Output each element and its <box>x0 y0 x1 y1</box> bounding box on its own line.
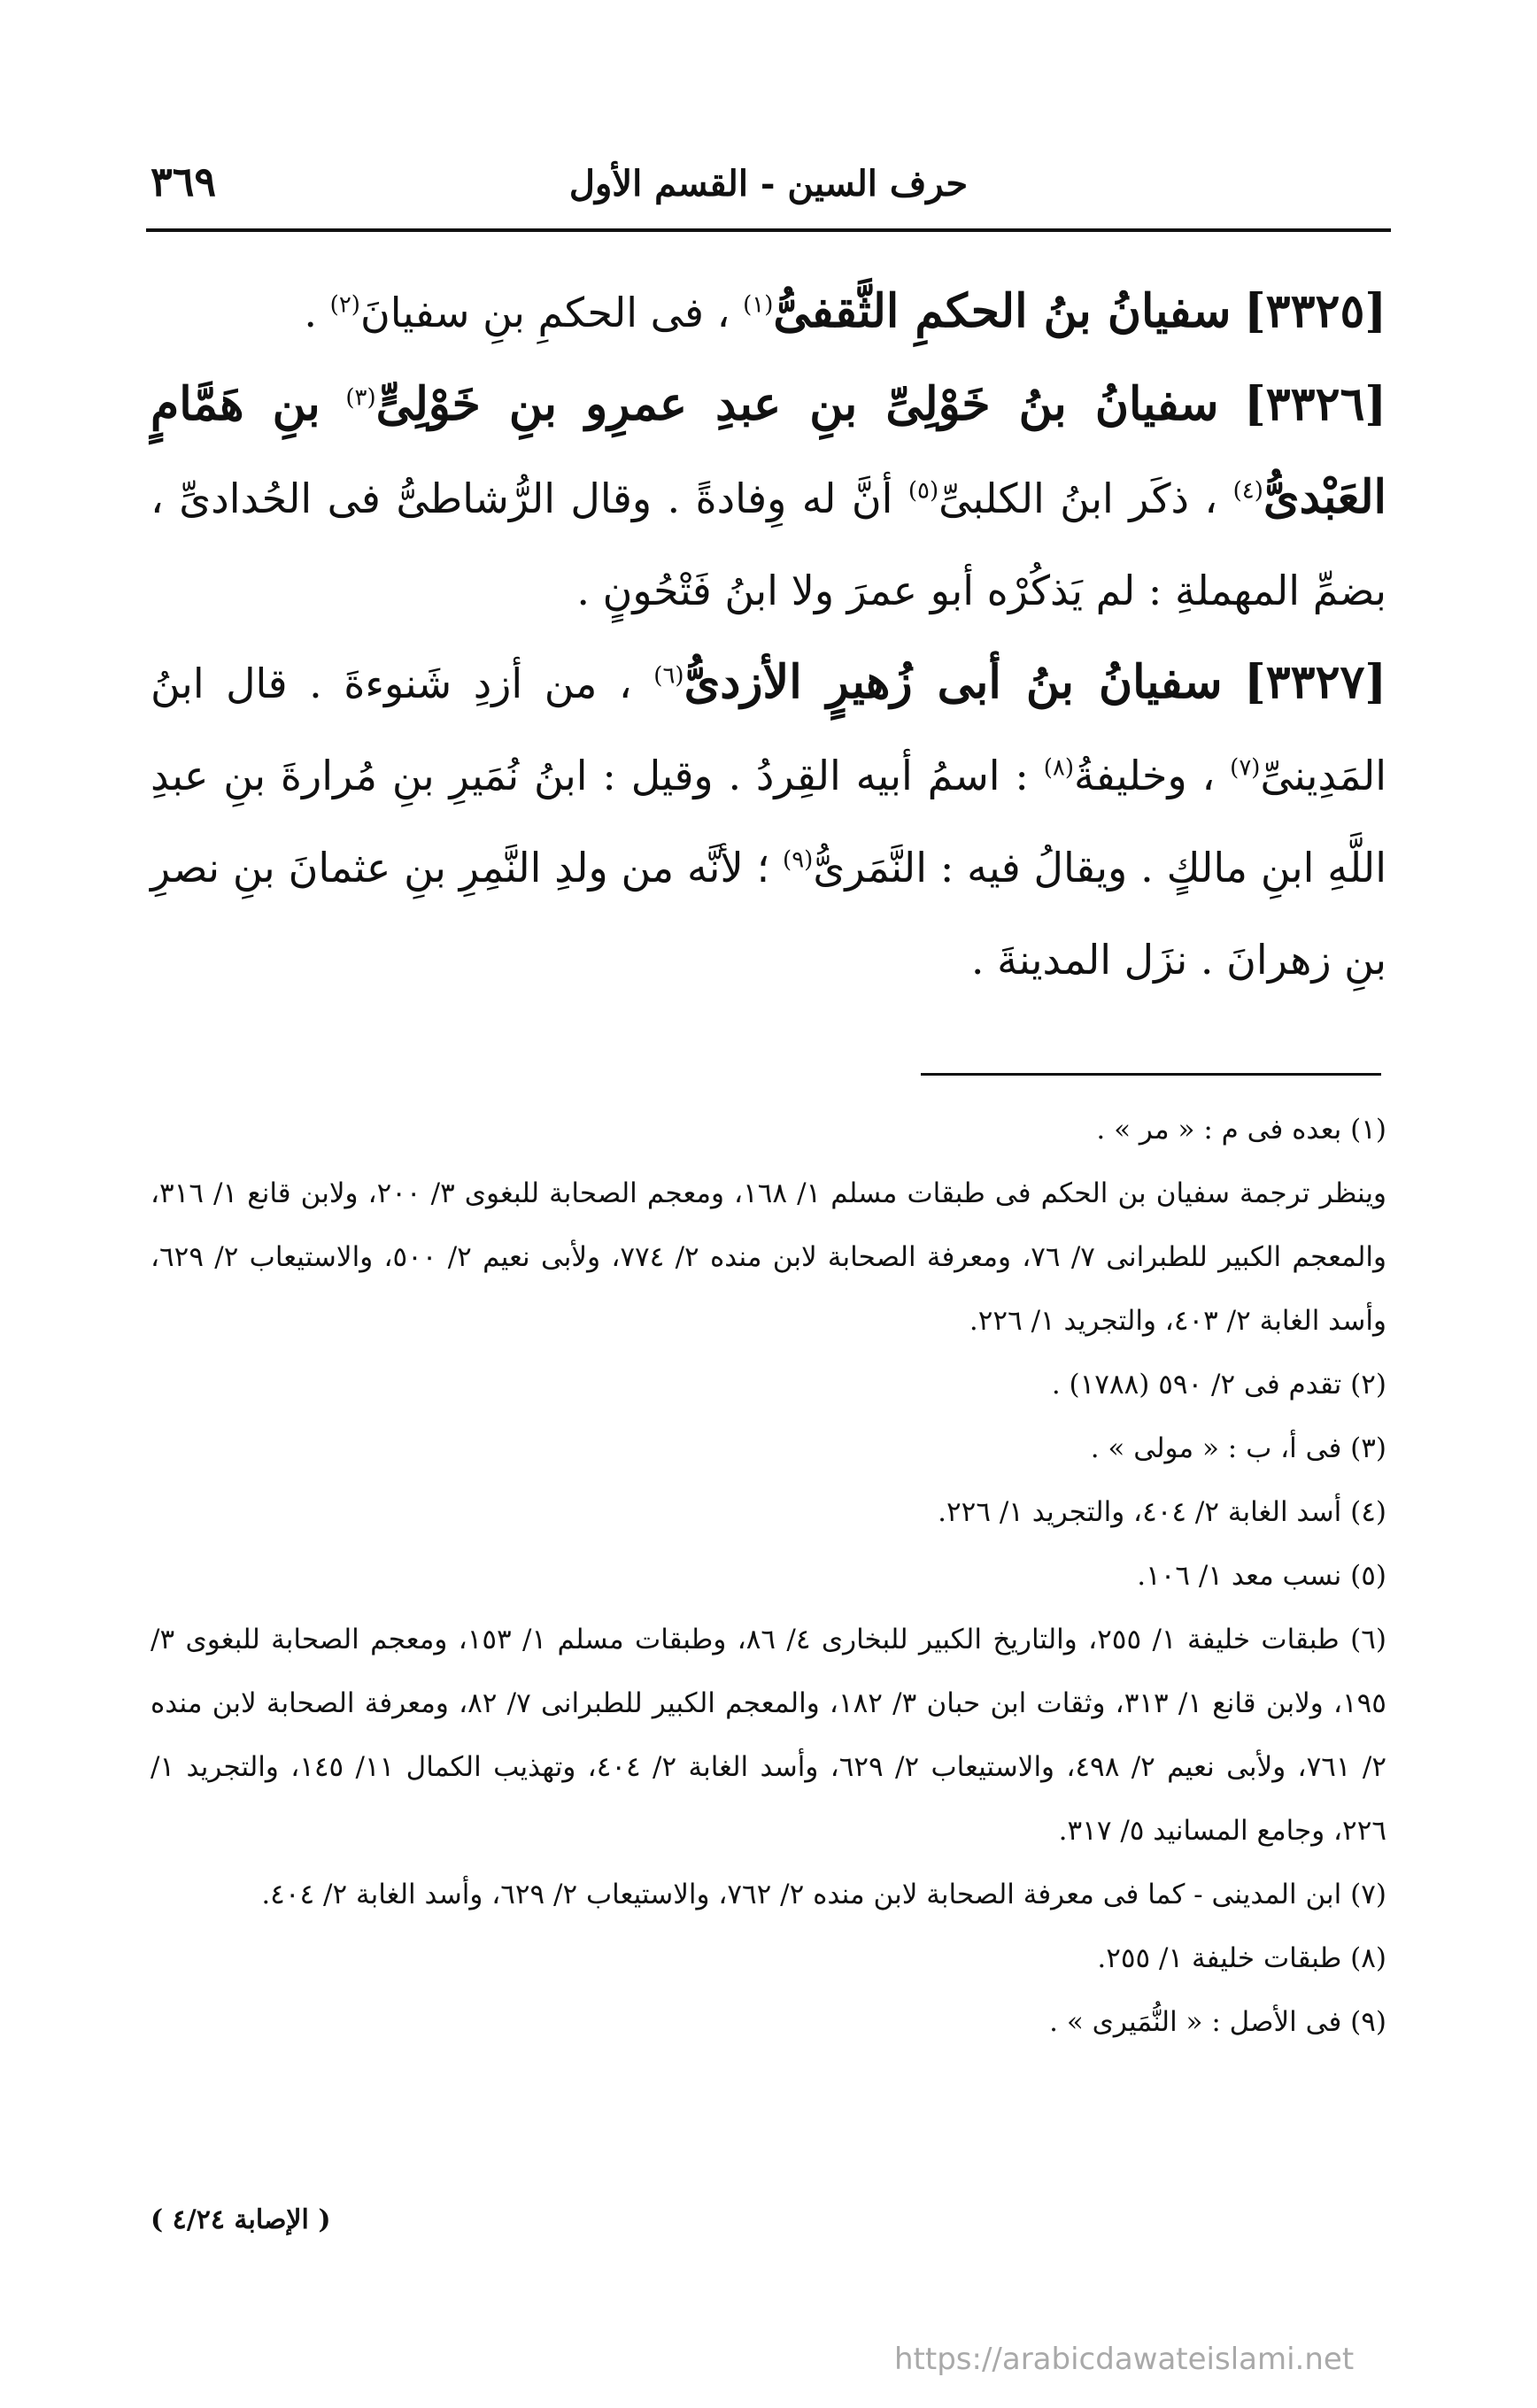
page-number: ٣٦٩ <box>151 158 217 205</box>
footnote-ref: (٧) <box>1230 754 1261 782</box>
footnote-ref: (٣) <box>345 384 376 412</box>
entry-number: [٣٣٢٧] <box>1244 655 1387 709</box>
footnote-ref: (٢) <box>329 291 360 319</box>
entry-text: ، فى الحكمِ بنِ سفيانَ <box>359 289 730 336</box>
footnote-4: (٤) أسد الغابة ٢/ ٤٠٤، والتجريد ١/ ٢٢٦. <box>938 1496 1386 1528</box>
main-text <box>151 266 1386 1006</box>
entry-name-continued: بنِ هَمَّامٍ العَبْدىُّ <box>151 377 1386 524</box>
footnotes-rule <box>921 1073 1381 1076</box>
footnote-ref: (٨) <box>1043 754 1074 782</box>
footnote-3: (٣) فى أ، ب : « مولى » . <box>1090 1432 1386 1464</box>
running-title: حرف السين - القسم الأول <box>568 163 969 205</box>
footnote-ref: (٥) <box>908 477 939 505</box>
entry-text: : اسمُ أبيه القِردُ . وقيل : ابنُ نُمَيرِ بنِ مُرارةَ بنِ عبدِ اللَّهِ ابنِ مالكٍ . ويقالُ فيه : النَّمَرىُّ <box>151 752 1386 891</box>
footnote-7: (٧) ابن المدينى - كما فى معرفة الصحابة لابن منده ٢/ ٧٦٢، والاستيعاب ٢/ ٦٢٩، وأسد الغابة ٢/ ٤٠٤. <box>261 1879 1386 1910</box>
footnote-1-continued: وينظر ترجمة سفيان بن الحكم فى طبقات مسلم ١/ ١٦٨، ومعجم الصحابة للبغوى ٣/ ٢٠٠، ولابن قانع ١/ ٣١٦، والمعجم الكبير للطبرانى ٧/ ٧٦، ومعرفة الصحابة لابن منده ٢/ ٧٧٤، ولأبى نعيم ٢/ ٥٠٠، والاستيعاب ٢/ ٦٢٩، وأسد الغابة ٢/ ٤٠٣، والتجريد ١/ ٢٢٦. <box>151 1177 1386 1337</box>
footnote-9: (٩) فى الأصل : « النُّمَيرى » . <box>1049 2006 1386 2038</box>
page-header <box>151 158 1386 220</box>
footnote-6: (٦) طبقات خليفة ١/ ٢٥٥، والتاريخ الكبير للبخارى ٤/ ٨٦، وطبقات مسلم ١/ ١٥٣، ومعجم الصحابة للبغوى ٣/ ١٩٥، ولابن قانع ١/ ٣١٣، وثقات ابن حبان ٣/ ١٨٢، والمعجم الكبير للطبرانى ٧/ ٨٢، ومعرفة الصحابة لابن منده ٢/ ٧٦١، ولأبى نعيم ٢/ ٤٩٨، والاستيعاب ٢/ ٦٢٩، وأسد الغابة ٢/ ٤٠٤، وتهذيب الكمال ١١/ ١٤٥، والتجريد ١/ ٢٢٦، وجامع المسانيد ٥/ ٣١٧. <box>151 1624 1386 1847</box>
entry-name: سفيانُ بنُ الحكمِ الثَّقفىُّ <box>773 284 1232 338</box>
header-rule <box>146 228 1391 232</box>
footnote-5: (٥) نسب معد ١/ ١٠٦. <box>1137 1560 1386 1592</box>
footnote-ref: (٩) <box>783 846 814 874</box>
signature-mark: ( الإصابة ٤/٢٤ ) <box>151 2204 331 2235</box>
entry-text: ، وخليفةُ <box>1073 752 1216 799</box>
footnote-ref: (٦) <box>653 662 684 690</box>
footnotes <box>151 1098 1386 2054</box>
entry-text: أنَّ له وِفادةً . وقال الرُّشاطىُّ فى الحُدادىِّ ، بضمِّ المهملةِ : لم يَذكُرْه أبو عمرَ ولا ابنُ فَتْحُونٍ . <box>151 475 1386 614</box>
entry-text: ؛ لأنَّه من ولدِ النَّمِرِ بنِ عثمانَ بنِ نصرِ بنِ زهرانَ . نزَل المدينةَ . <box>151 844 1386 984</box>
entry-text: ، ذكَر ابنُ الكلبىِّ <box>938 475 1218 522</box>
entry-3325 <box>151 266 1386 359</box>
entry-text: . <box>304 289 318 336</box>
entry-number: [٣٣٢٥] <box>1244 284 1386 338</box>
entry-number: [٣٣٢٦] <box>1244 377 1387 431</box>
footnote-ref: (٤) <box>1232 477 1263 505</box>
entry-name: سفيانُ بنُ خَوْلِىِّ بنِ عبدِ عمرِو بنِ خَوْلِىٍّ <box>375 377 1219 431</box>
entry-text: ، من أزدِ شَنوءةَ . قال ابنُ المَدِينىِّ <box>151 660 1386 799</box>
footnote-ref: (١) <box>743 291 774 319</box>
entry-3327 <box>151 637 1386 1006</box>
entry-3326 <box>151 359 1386 637</box>
footnote-1: (١) بعده فى م : « مر » . <box>1096 1114 1386 1146</box>
footnote-2: (٢) تقدم فى ٢/ ٥٩٠ (١٧٨٨) . <box>1051 1369 1386 1401</box>
footnote-8: (٨) طبقات خليفة ١/ ٢٥٥. <box>1097 1942 1386 1974</box>
entry-name: سفيانُ بنُ أبى زُهيرٍ الأزدىُّ <box>684 655 1223 709</box>
watermark-url: https://arabicdawateislami.net <box>894 2342 1355 2377</box>
